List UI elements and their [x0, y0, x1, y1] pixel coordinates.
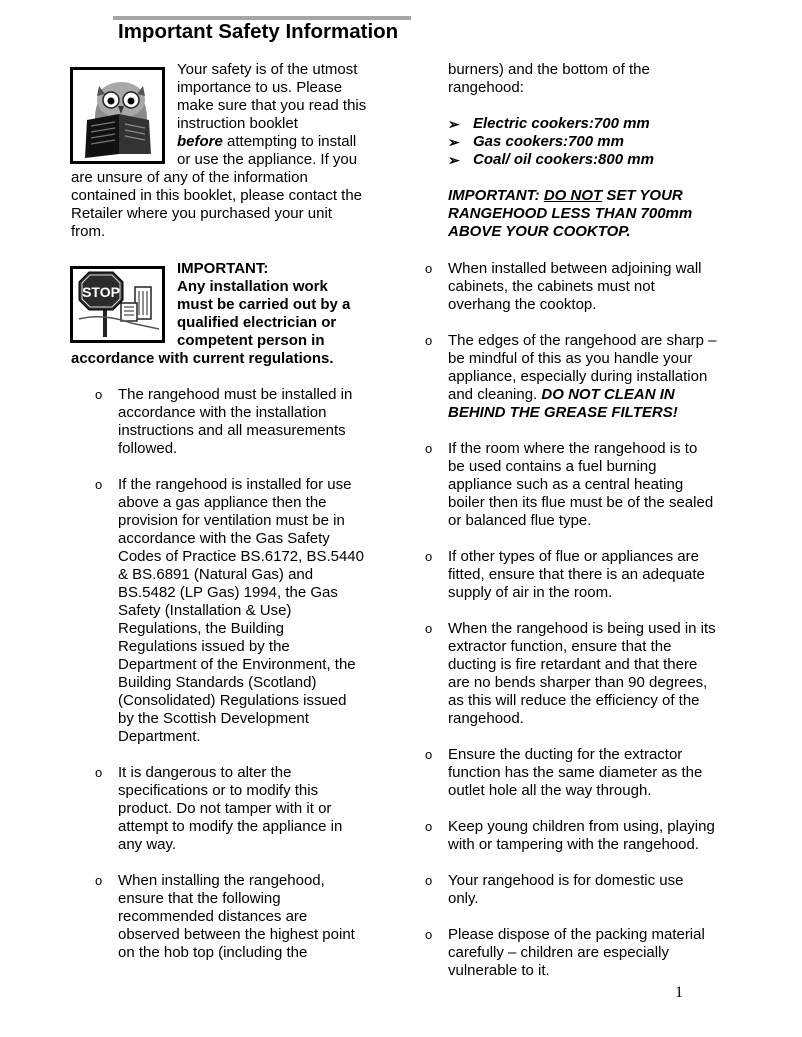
list-item: o Keep young children from using, playing with or tampering with the rangehood. [425, 818, 715, 853]
stop-sign-icon [73, 269, 162, 340]
owl-reading-image [70, 67, 165, 164]
right-bullets [425, 260, 748, 980]
intro-paragraph: Your safety is of the utmost importance to us. Please make sure that you read this instruction booklet before attempting to install or use the appliance. If you [177, 61, 367, 168]
list-item: o Your rangehood is for domestic use only. [425, 872, 684, 907]
page-number: 1 [675, 984, 683, 1001]
arrow-bullet-icon: ➢ [448, 116, 460, 132]
list-item: o If the room where the rangehood is to be used contains a fuel burning appliance such as a central heating boiler then its flue must be of the sealed or balanced flue type. [425, 440, 714, 529]
list-item: o When the rangehood is being used in its extractor function, ensure that the ducting is fire retardant and that there are no bends sharper than 90 degrees, as this will reduce the efficiency of the rangehood. [425, 620, 716, 727]
left-bullet-list [95, 386, 398, 962]
list-item: o The rangehood must be installed in accordance with the installation instructions and all measurements followed. [95, 386, 353, 457]
page-title: Important Safety Information [118, 20, 399, 43]
list-item: o It is dangerous to alter the specifications or to modify this product. Do not tamper with it or attempt to modify the appliance in any way. [95, 764, 343, 853]
important-warning: IMPORTANT: DO NOT SET YOUR RANGEHOOD LESS THAN 700mm ABOVE YOUR COOKTOP. [448, 187, 693, 240]
important-box-text: IMPORTANT: Any installation work must be carried out by a qualified electrician or competent person in [177, 260, 351, 349]
left-bullets [95, 386, 398, 962]
arrow-bullet-icon: ➢ [448, 152, 460, 168]
stop-sign-text: STOP [82, 284, 120, 300]
stop-sign-image [70, 266, 165, 343]
important-heading: IMPORTANT: [177, 260, 269, 277]
list-item: o If the rangehood is installed for use above a gas appliance then the provision for ventilation must be in accordance with the Gas Safety Codes of Practice BS.6172, BS.5440 & BS.6891 (Natural Gas) and BS.5482 (LP Gas) 1994, the Gas Safety (Installation & Use) Regulations, the Building Regulations issued by the Department of the Environment, the Building Standards (Scotland) (Consolidated) Regulations issued by the Scottish Development Department. [95, 476, 364, 745]
arrow-bullet-icon: ➢ [448, 134, 460, 150]
list-item: o If other types of flue or appliances are fitted, ensure that there is an adequate supply of air in the room. [425, 548, 705, 601]
distance-list [448, 115, 748, 169]
right-bullet-list [425, 260, 748, 980]
list-item: o The edges of the rangehood are sharp – be mindful of this as you handle your appliance, especially during installation and cleaning. DO NOT CLEAN IN BEHIND THE GREASE FILTERS! [425, 332, 717, 421]
right-column-top: burners) and the bottom of the rangehood: ➢ Electric cookers:700 mm ➢ Gas cookers:700 mm ➢ Coal/ oil cookers:800 mm IMPORTANT: DO NOT SET YOUR RANGEHOOD LESS THAN 700mm ABOVE YOUR COOKTOP. [448, 61, 748, 241]
owl-reading-icon [73, 70, 162, 161]
list-item: ➢ Coal/ oil cookers:800 mm [448, 151, 654, 168]
list-item: o Ensure the ducting for the extractor function has the same diameter as the outlet hole all the way through. [425, 746, 703, 799]
important-box-text-cont: accordance with current regulations. [71, 350, 334, 367]
list-item: o Please dispose of the packing material carefully – children are especially vulnerable to it. [425, 926, 705, 979]
list-item: o When installing the rangehood, ensure that the following recommended distances are observed between the highest point on the hob top (including the [95, 872, 355, 961]
list-item: o When installed between adjoining wall cabinets, the cabinets must not overhang the cooktop. [425, 260, 702, 313]
intro-paragraph-cont: are unsure of any of the information contained in this booklet, please contact the Retailer where you purchased your unit from. [71, 169, 363, 240]
list-item: ➢ Gas cookers:700 mm [448, 133, 624, 150]
list-item: ➢ Electric cookers:700 mm [448, 115, 650, 132]
